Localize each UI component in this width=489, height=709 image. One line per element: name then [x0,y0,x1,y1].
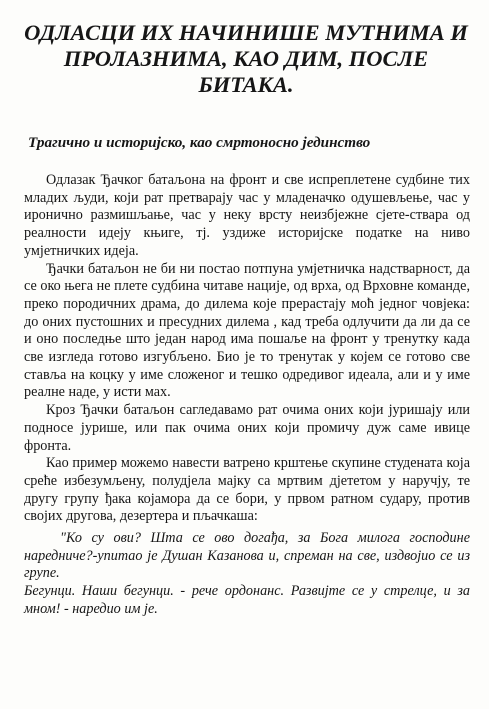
quote-paragraph: "Ко су ови? Шта се ово догађа, за Бога милога господине наредниче?-упитао је Душан Казанова и, спреман на све, издвојио се из групе. [24,530,470,582]
document-title: ОДЛАСЦИ ИХ НАЧИНИШЕ МУТНИМА И ПРОЛАЗНИМА, КАО ДИМ, ПОСЛЕ БИТАКА. [24,20,468,97]
paragraph: Ђачки батаљон не би ни постао потпуна умјетничка надстварност, да се око њега не плете судбина читаве нације, од врха, од Врховне команде, преко породичних драма, до дилема које прерастају моћ једног човјека: до оних пустошних и пресудних дилема , кад треба одлучити да ли да се и оно последње што један народ има пошаље на фронт у тренутку када све изгледа готово изгубљено. Био је то тренутак у којем се готово све ставља на коцку у име сложеног и тешко одредивог идеала, али и у име реалне наде, у исти мах. [24,260,470,401]
body-text [24,172,470,619]
quote-continuation: Бегунци. Наши бегунци. - рече ордонанс. Развијте се у стрелце, и за мном! - наредио им је. [24,583,470,617]
paragraph: Одлазак Ђачког батаљона на фронт и све испреплетене судбине тих младих људи, који рат претварају час у младеначко одушевљење, час у иронично размишљање, час у неку врсту неизбјежне сјете-стварa од реалности идеју књиге, тј. уздиже историјске податке на ниво умјетничких идеја. [24,172,470,259]
paragraph: Као пример можемо навести ватрено крштење скупине студената која среће избезумљену, полудјела мајку са мртвим дјететом у наручју, те другу групу ђака којамора да се бори, у првом ратном судару, против својих другова, дезертера и пљачкаша: [24,455,470,525]
section-subtitle: Трагично и историјско, као смртоносно јединство [28,134,371,151]
paragraph: Кроз Ђачки батаљон сагледавамо рат очима оних који јуришају или подносе јуришe, или пак очима оних који промичу дуж саме ивице фронта. [24,402,470,454]
